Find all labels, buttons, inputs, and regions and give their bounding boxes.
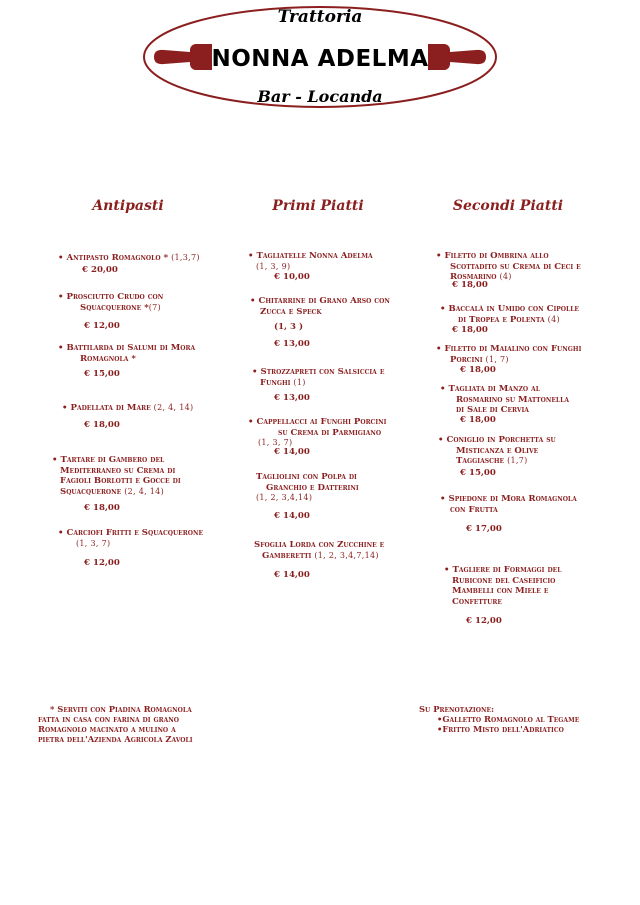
- item-price: € 17,00: [466, 524, 502, 534]
- logo-main-text: NONNA ADELMA: [211, 46, 429, 72]
- item-price: € 12,00: [84, 321, 120, 331]
- menu-item: • Tagliere di Formaggi del Rubicone del Caseificio Mambelli con Miele e Confetture: [444, 565, 562, 607]
- menu-item: • Strozzapreti con Salsiccia e Funghi (1): [252, 367, 385, 388]
- menu-item: • Battilarda di Salumi di Mora Romagnola *: [58, 343, 196, 364]
- item-price: € 18,00: [84, 420, 120, 430]
- section-title-antipasti: Antipasti: [92, 198, 164, 214]
- menu-item: • Prosciutto Crudo con Squacquerone *(7): [58, 292, 164, 313]
- menu-item: • Chitarrine di Grano Arso con Zucca e Speck: [250, 296, 390, 317]
- section-title-secondi: Secondi Piatti: [452, 198, 564, 214]
- item-price: € 18,00: [460, 365, 496, 375]
- footer-note: * Serviti con Piadina Romagnola fatta in casa con farina di grano Romagnolo macinato a mulino a pietra dell'Azienda Agricola Zavoli: [38, 704, 193, 744]
- item-price: € 18,00: [452, 280, 488, 290]
- item-allergens: (1, 3 ): [274, 322, 304, 332]
- logo: [142, 5, 498, 109]
- menu-item: • Spiedone di Mora Romagnola con Frutta: [440, 494, 577, 515]
- menu-item: • Padellata di Mare (2, 4, 14): [62, 403, 194, 413]
- menu-item: • Filetto di Ombrina allo Scottadito su Crema di Ceci e Rosmarino (4): [436, 251, 581, 282]
- menu-item: Sfoglia Lorda con Zucchine e Gamberetti (1, 2, 3,4,7,14): [254, 540, 385, 561]
- menu-item: Tagliolini con Polpa di Granchio e Datterini (1, 2, 3,4,14): [256, 472, 359, 502]
- menu-item: • Antipasto Romagnolo * (1,3,7): [58, 253, 200, 263]
- item-price: € 13,00: [274, 339, 310, 349]
- menu-item: • Cappellacci ai Funghi Porcini su Crema di Parmigiano (1, 3, 7): [248, 417, 387, 447]
- item-price: € 15,00: [84, 369, 120, 379]
- item-price: € 12,00: [466, 616, 502, 626]
- item-price: € 14,00: [274, 511, 310, 521]
- menu-item: • Baccalà in Umido con Cipolle di Tropea e Polenta (4): [440, 304, 579, 325]
- menu-item: • Coniglio in Porchetta su Misticanza e Olive Taggiasche (1,7): [438, 435, 556, 466]
- item-price: € 10,00: [274, 272, 310, 282]
- logo-bottom-text: Bar - Locanda: [257, 87, 383, 106]
- item-price: € 18,00: [460, 415, 496, 425]
- menu-item: • Tartare di Gambero del Mediterraneo su Crema di Fagioli Borlotti e Gocce di Squacquerone (2, 4, 14): [52, 455, 181, 497]
- section-title-primi: Primi Piatti: [272, 198, 364, 214]
- menu-item: • Carciofi Fritti e Squacquerone (1, 3, 7): [58, 528, 204, 548]
- item-price: € 14,00: [274, 570, 310, 580]
- item-price: € 20,00: [82, 265, 118, 275]
- item-price: € 12,00: [84, 558, 120, 568]
- item-price: € 14,00: [274, 447, 310, 457]
- item-price: € 15,00: [460, 468, 496, 478]
- menu-item: • Filetto di Maialino con Funghi Porcini (1, 7): [436, 344, 582, 365]
- menu-item: • Tagliatelle Nonna Adelma (1, 3, 9): [248, 251, 373, 271]
- item-price: € 18,00: [452, 325, 488, 335]
- item-price: € 18,00: [84, 503, 120, 513]
- reservation-note: Su Prenotazione: •Galletto Romagnolo al Tegame •Fritto Misto dell'Adriatico: [419, 704, 580, 734]
- item-price: € 13,00: [274, 393, 310, 403]
- logo-top-text: Trattoria: [277, 7, 363, 27]
- menu-item: • Tagliata di Manzo al Rosmarino su Mattonella di Sale di Cervia: [440, 384, 569, 415]
